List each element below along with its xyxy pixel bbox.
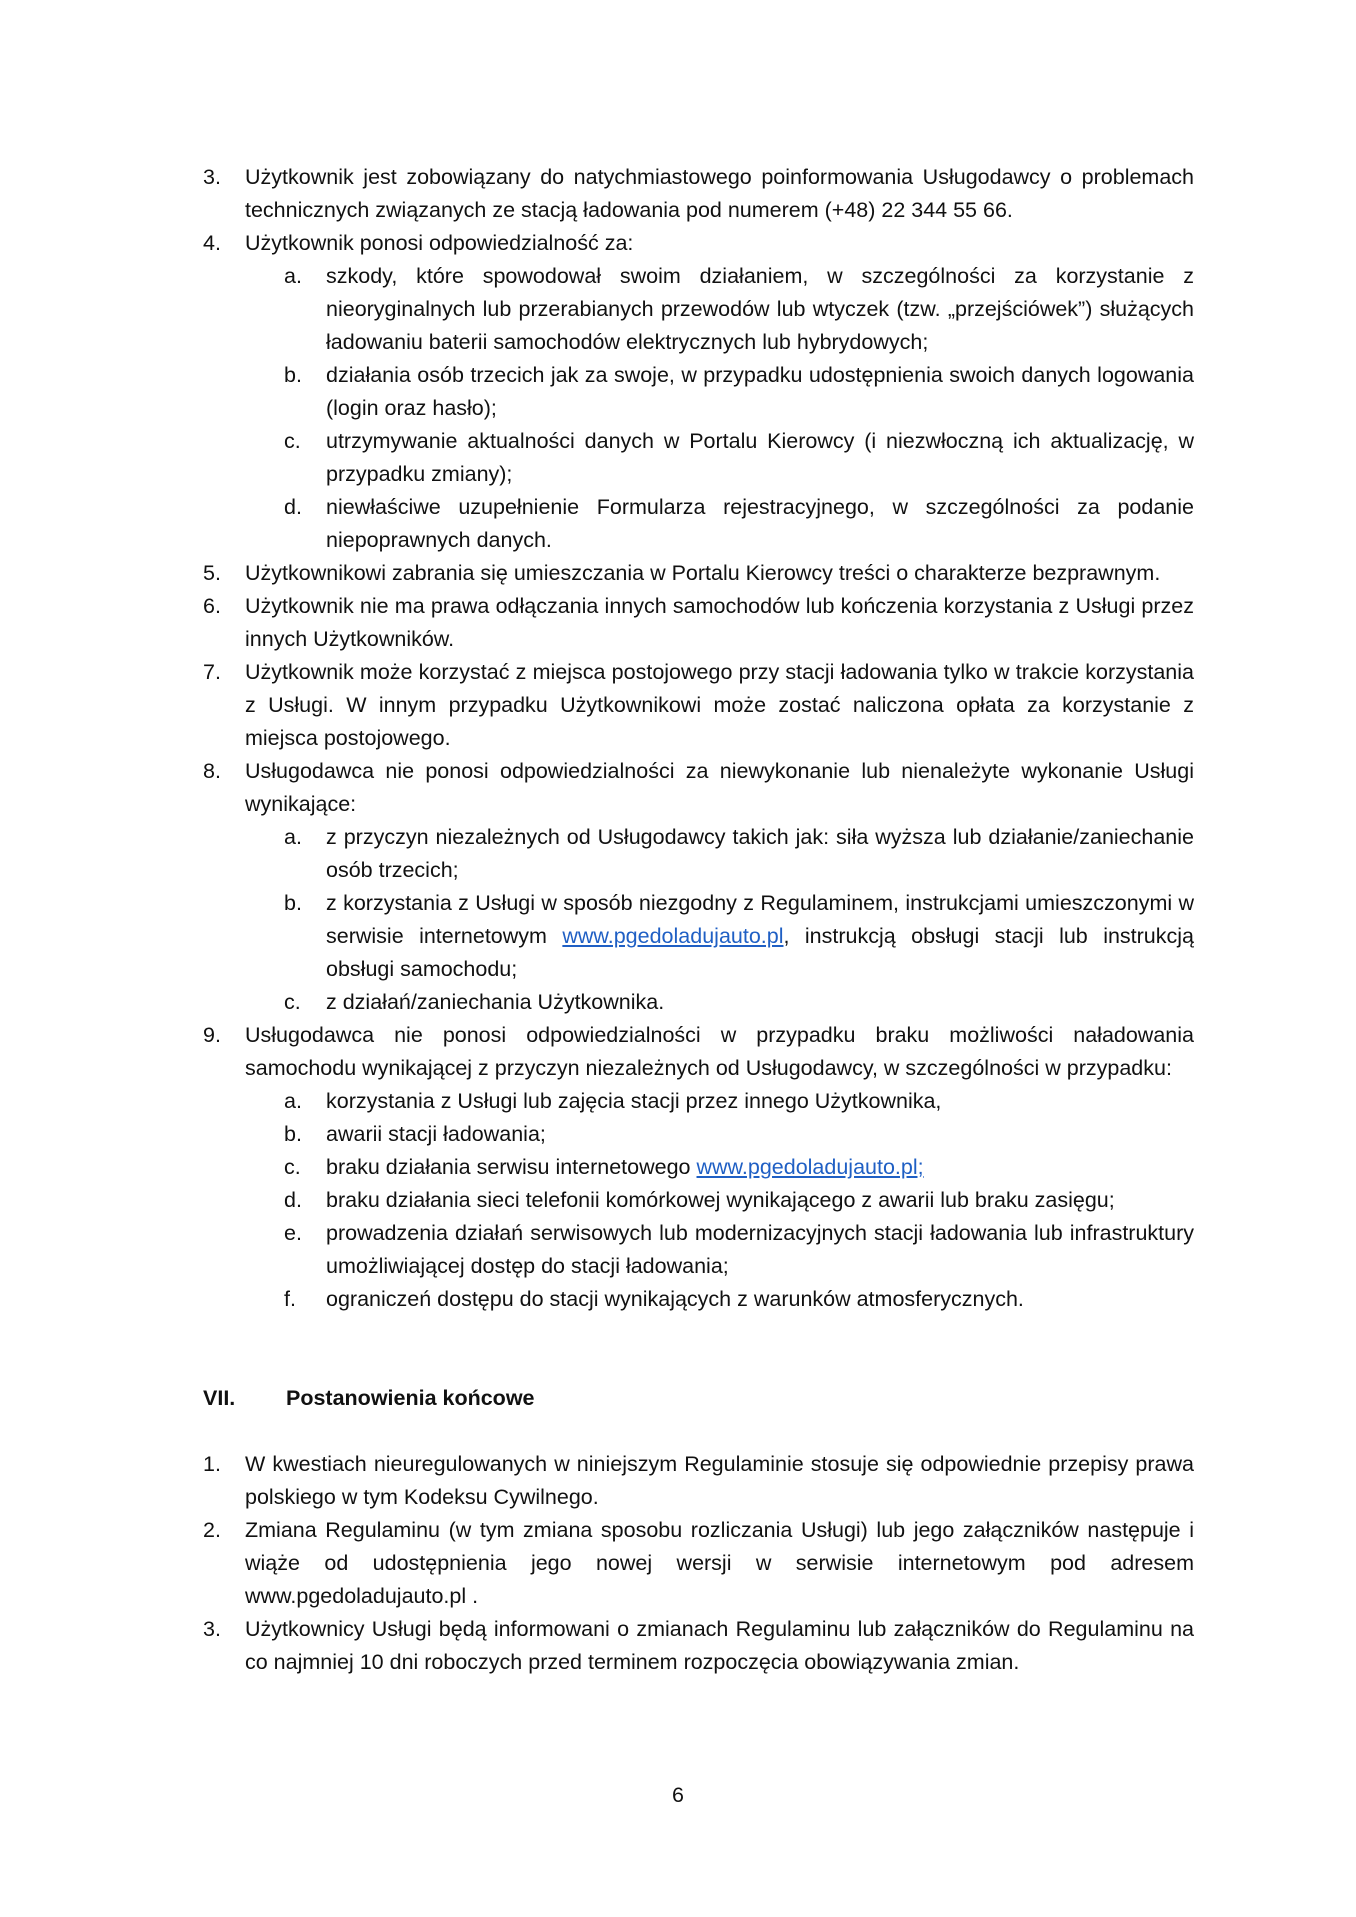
sub-item-text-after: , instrukcją obsługi stacji lub instrukcją obsługi samochodu; [326, 924, 1194, 981]
sub-item-letter: a. [284, 264, 302, 288]
sub-item-text: awarii stacji ładowania; [326, 1122, 546, 1146]
sub-item [284, 1217, 1194, 1283]
sub-item-text: prowadzenia działań serwisowych lub modernizacyjnych stacji ładowania lub infrastruktury umożliwiającej dostęp do stacji ładowania; [326, 1221, 1194, 1278]
sub-item-text: ograniczeń dostępu do stacji wynikających z warunków atmosferycznych. [326, 1287, 1024, 1311]
sub-item [284, 1085, 1194, 1118]
sub-item-letter: a. [284, 1089, 302, 1113]
section-number: VII. [203, 1386, 236, 1410]
list-item [203, 755, 1194, 821]
item-text: Użytkownicy Usługi będą informowani o zmianach Regulaminu lub załączników do Regulaminu na co najmniej 10 dni roboczych przed terminem rozpoczęcia obowiązywania zmian. [245, 1617, 1194, 1674]
item-text: Użytkownik może korzystać z miejsca postojowego przy stacji ładowania tylko w trakcie korzystania z Usługi. W innym przypadku Użytkownikowi może zostać naliczona opłata za korzystanie z miejsca postojowego. [245, 660, 1194, 750]
website-link[interactable]: www.pgedoladujauto.pl; [696, 1155, 924, 1179]
sub-item [284, 1283, 1194, 1316]
sub-list [203, 821, 1194, 1019]
item-number: 2. [203, 1518, 221, 1542]
sub-item-letter: c. [284, 990, 301, 1014]
sub-item-text-before: z korzystania z Usługi w sposób niezgodny z Regulaminem, instrukcjami umieszczonymi w serwisie internetowym [326, 891, 1194, 948]
sub-item [284, 491, 1194, 557]
item-number: 8. [203, 759, 221, 783]
sub-item [284, 887, 1194, 986]
sub-item [284, 425, 1194, 491]
item-text: Użytkownik nie ma prawa odłączania innych samochodów lub kończenia korzystania z Usługi przez innych Użytkowników. [245, 594, 1194, 651]
section-heading [203, 1382, 1194, 1415]
list-item [203, 227, 1194, 260]
sub-item-letter: c. [284, 429, 301, 453]
item-text: Usługodawca nie ponosi odpowiedzialności za niewykonanie lub nienależyte wykonanie Usługi wynikające: [245, 759, 1194, 816]
sub-item-text-before: braku działania serwisu internetowego [326, 1155, 697, 1179]
sub-item-text: szkody, które spowodował swoim działaniem, w szczególności za korzystanie z nieoryginalnych lub przerabianych przewodów lub wtyczek (tzw. „przejściówek”) służących ładowaniu baterii samochodów elektrycznych lub hybrydowych; [326, 264, 1194, 354]
list-item [203, 590, 1194, 656]
page-number: 6 [672, 1783, 684, 1807]
item-text: Użytkownikowi zabrania się umieszczania w Portalu Kierowcy treści o charakterze bezprawnym. [245, 561, 1161, 585]
sub-item-text: działania osób trzecich jak za swoje, w przypadku udostępnienia swoich danych logowania (login oraz hasło); [326, 363, 1194, 420]
section-title: Postanowienia końcowe [286, 1386, 535, 1410]
sub-item-letter: d. [284, 495, 302, 519]
item-number: 3. [203, 1617, 221, 1641]
sub-item [284, 1151, 1194, 1184]
sub-item [284, 1184, 1194, 1217]
list-item [203, 161, 1194, 227]
sub-item [284, 1118, 1194, 1151]
sub-item-letter: e. [284, 1221, 302, 1245]
item-number: 6. [203, 594, 221, 618]
item-number: 1. [203, 1452, 221, 1476]
item-number: 9. [203, 1023, 221, 1047]
sub-item-text: z działań/zaniechania Użytkownika. [326, 990, 665, 1014]
item-text: W kwestiach nieuregulowanych w niniejszym Regulaminie stosuje się odpowiednie przepisy prawa polskiego w tym Kodeksu Cywilnego. [245, 1452, 1194, 1509]
sub-item-text: braku działania sieci telefonii komórkowej wynikającego z awarii lub braku zasięgu; [326, 1188, 1115, 1212]
sub-item-letter: d. [284, 1188, 302, 1212]
item-text: Usługodawca nie ponosi odpowiedzialności w przypadku braku możliwości naładowania samochodu wynikającej z przyczyn niezależnych od Usługodawcy, w szczególności w przypadku: [245, 1023, 1194, 1080]
list-item [203, 557, 1194, 590]
list-item [203, 656, 1194, 755]
list-item [203, 1613, 1194, 1679]
item-number: 7. [203, 660, 221, 684]
item-number: 3. [203, 165, 221, 189]
item-number: 5. [203, 561, 221, 585]
sub-item [284, 260, 1194, 359]
list-item [203, 1448, 1194, 1514]
sub-item-text: korzystania z Usługi lub zajęcia stacji przez innego Użytkownika, [326, 1089, 942, 1113]
sub-item [284, 359, 1194, 425]
sub-item-text: utrzymywanie aktualności danych w Portalu Kierowcy (i niezwłoczną ich aktualizację, w przypadku zmiany); [326, 429, 1194, 486]
obligations-list [203, 161, 1194, 1316]
sub-list [203, 1085, 1194, 1316]
sub-item-letter: b. [284, 363, 302, 387]
sub-item-letter: c. [284, 1155, 301, 1179]
sub-item-text: niewłaściwe uzupełnienie Formularza rejestracyjnego, w szczególności za podanie niepoprawnych danych. [326, 495, 1194, 552]
item-text: Użytkownik jest zobowiązany do natychmiastowego poinformowania Usługodawcy o problemach technicznych związanych ze stacją ładowania pod numerem (+48) 22 344 55 66. [245, 165, 1194, 222]
sub-item-letter: b. [284, 1122, 302, 1146]
final-provisions-list [203, 1448, 1194, 1679]
list-item [203, 1019, 1194, 1085]
sub-item-letter: a. [284, 825, 302, 849]
list-item [203, 1514, 1194, 1613]
sub-item-letter: f. [284, 1287, 296, 1311]
sub-list [203, 260, 1194, 557]
sub-item [284, 986, 1194, 1019]
sub-item-text: z przyczyn niezależnych od Usługodawcy takich jak: siła wyższa lub działanie/zaniechanie osób trzecich; [326, 825, 1194, 882]
item-text: Użytkownik ponosi odpowiedzialność za: [245, 231, 634, 255]
document-body [203, 161, 1194, 1679]
item-text: Zmiana Regulaminu (w tym zmiana sposobu rozliczania Usługi) lub jego załączników następuje i wiąże od udostępnienia jego nowej wersji w serwisie internetowym pod adresem www.pgedoladujauto.pl . [245, 1518, 1194, 1608]
sub-item-letter: b. [284, 891, 302, 915]
website-link[interactable]: www.pgedoladujauto.pl [562, 924, 784, 948]
item-number: 4. [203, 231, 221, 255]
sub-item [284, 821, 1194, 887]
